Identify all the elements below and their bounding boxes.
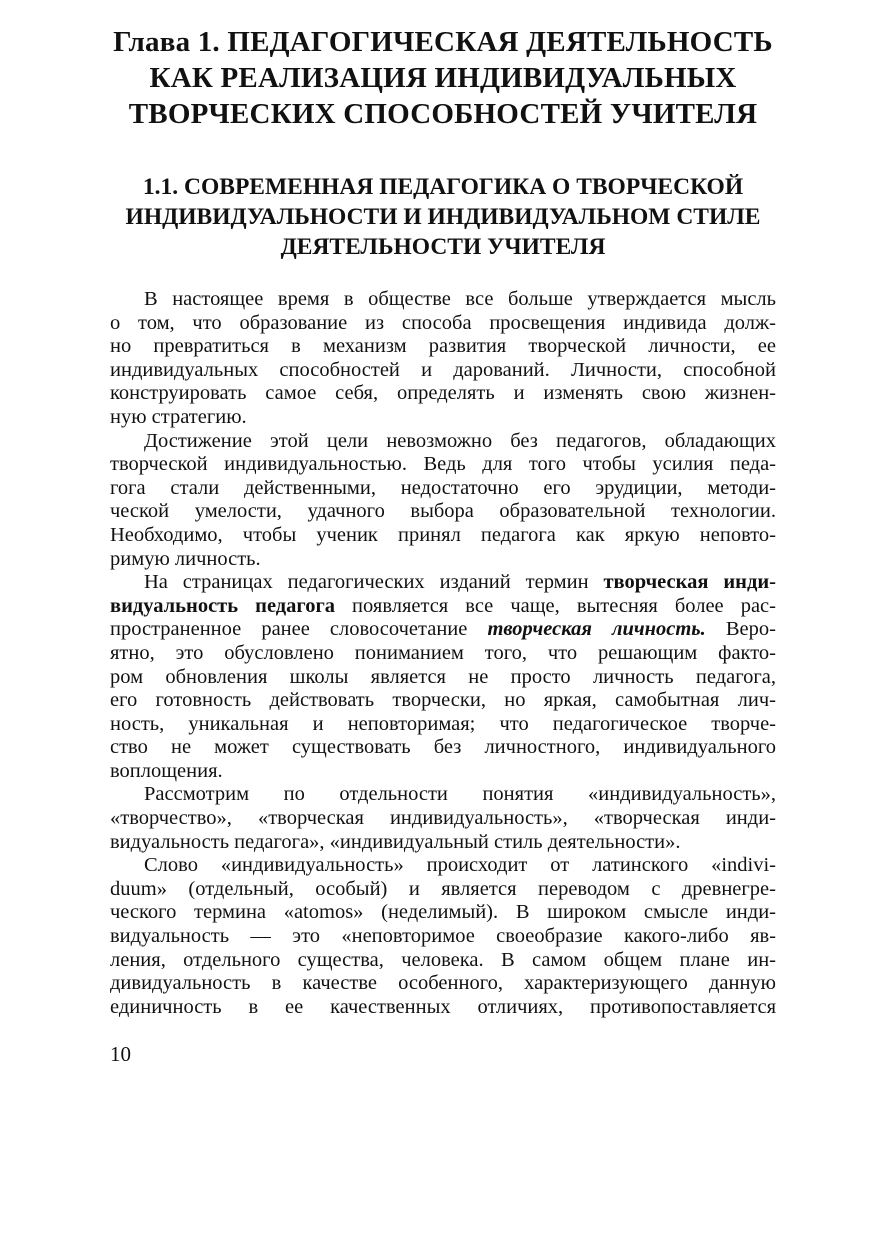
paragraph [110,571,776,783]
text-line: Достижение этой цели невозможно без педагогов, обладающих [144,429,776,452]
text-run: Веро- [705,618,776,641]
text-line: творческой индивидуальностью. Ведь для того чтобы усилия педа- [110,453,776,476]
text-line: о том, что образование из способа просвещения индивида долж- [110,311,776,334]
text-line: видуальность педагога», «индивидуальный стиль деятельности». [110,830,681,853]
bold-term: творческая инди- [603,571,776,594]
section-title-line: ИНДИВИДУАЛЬНОСТИ И ИНДИВИДУАЛЬНОМ СТИЛЕ [125,204,761,230]
text-line: дивидуальность в качестве особенного, характеризующего данную [110,972,776,995]
text-line: римую личность. [110,547,261,570]
page-number: 10 [110,1042,131,1066]
text-line: ятно, это обусловлено пониманием того, что решающим факто- [110,641,776,664]
bold-term: видуальность педагога [110,594,335,617]
text-line: В настоящее время в обществе все больше утверждается мысль [144,288,776,310]
italic-term: творческая личность. [487,618,706,641]
text-line: воплощения. [110,759,223,782]
paragraph [110,288,776,430]
text-line: ную стратегию. [110,405,247,428]
chapter-title-line: Глава 1. ПЕДАГОГИЧЕСКАЯ ДЕЯТЕЛЬНОСТЬ [113,26,773,58]
section-title-line: ДЕЯТЕЛЬНОСТИ УЧИТЕЛЯ [280,234,606,260]
text-line [110,571,776,595]
text-line: видуальность — это «неповторимое своеобразие какого-либо яв- [110,925,776,948]
text-line: его готовность действовать творчески, но яркая, самобытная лич- [110,689,776,712]
paragraph [110,783,776,854]
text-line: Рассмотрим по отдельности понятия «индивидуальность», [144,783,776,806]
text-run: На страницах педагогических изданий термин [144,571,604,594]
text-line: ность, уникальная и неповторимая; что педагогическое творче- [110,712,776,735]
chapter-title-line: ТВОРЧЕСКИХ СПОСОБНОСТЕЙ УЧИТЕЛЯ [128,98,758,130]
text-line: ческой умелости, удачного выбора образовательной технологии. [110,500,776,523]
paragraph [110,430,776,572]
text-line: «творчество», «творческая индивидуальность», «творческая инди- [110,807,776,830]
text-run: пространенное ранее словосочетание [110,618,488,641]
text-line: Необходимо, чтобы ученик принял педагога как яркую неповто- [110,523,776,546]
text-line: Слово «индивидуальность» происходит от латинского «indivi- [144,854,776,877]
text-line: индивидуальных способностей и дарований. Личности, способной [110,358,776,381]
section-title [110,172,776,262]
text-line: ческого термина «atomos» (неделимый). В широком смысле инди- [110,901,776,924]
section-title-line: 1.1. СОВРЕМЕННАЯ ПЕДАГОГИКА О ТВОРЧЕСКОЙ [142,174,744,200]
text-line: но превратиться в механизм развития творческой личности, ее [110,335,776,358]
chapter-title-line: КАК РЕАЛИЗАЦИЯ ИНДИВИДУАЛЬНЫХ [149,62,737,94]
text-line [110,595,776,619]
text-line: duum» (отдельный, особый) и является переводом с древнегре- [110,877,776,900]
text-line: ром обновления школы является не просто личность педагога, [110,665,776,688]
text-line: гога стали действенными, недостаточно его эрудиции, методи- [110,476,776,499]
text-line: единичность в ее качественных отличиях, противопоставляется [110,995,776,1018]
text-line [110,618,776,642]
text-line: конструировать самое себя, определять и изменять свою жизнен- [110,382,776,405]
text-line: ство не может существовать без личностного, индивидуального [110,736,776,759]
text-run: появляется все чаще, вытесняя более рас- [335,594,776,617]
paragraph [110,854,776,1019]
body-text [110,288,776,1019]
text-line: ления, отдельного существа, человека. В самом общем плане ин- [110,948,776,971]
chapter-title [110,24,776,132]
